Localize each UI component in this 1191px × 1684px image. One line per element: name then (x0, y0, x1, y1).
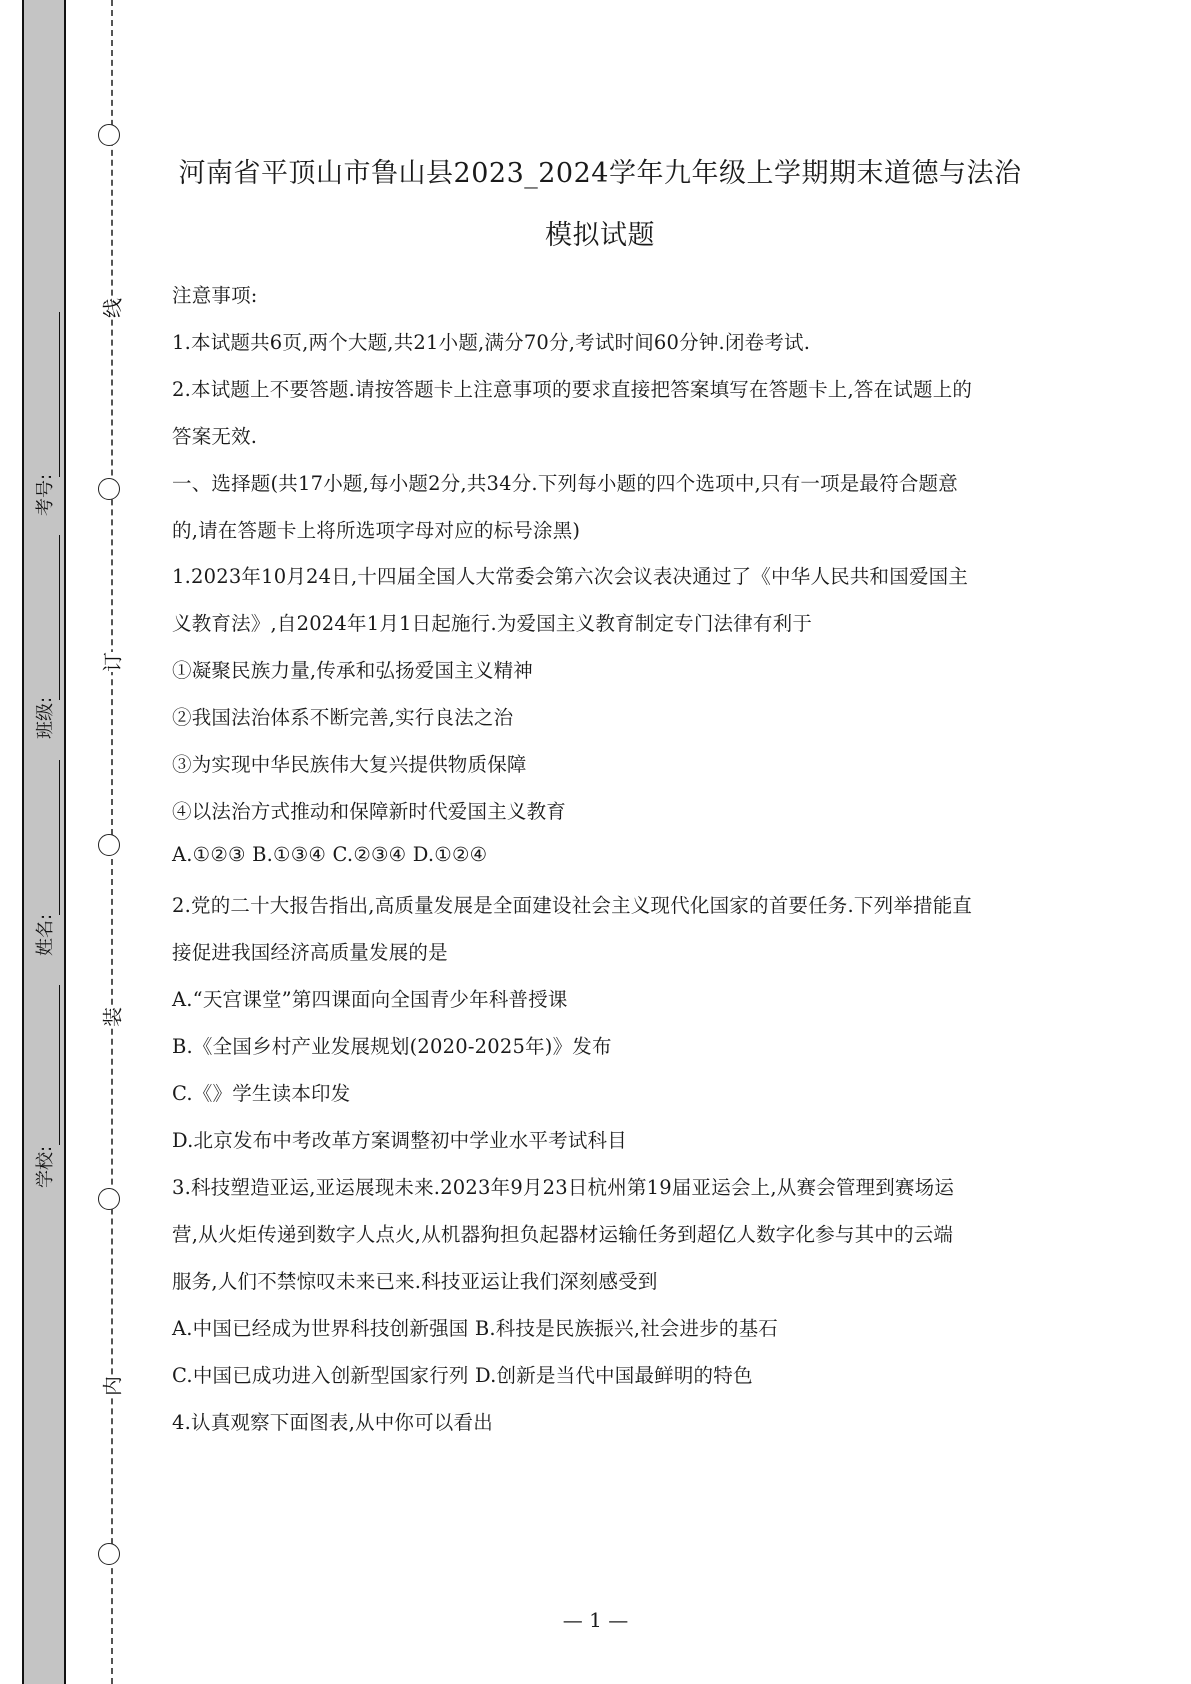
name-field-line[interactable] (59, 760, 60, 915)
question-1-options: A.①②③ B.①③④ C.②③④ D.①②④ (172, 843, 488, 866)
binding-hole-circle (98, 1188, 120, 1210)
exam-title-line1: 河南省平顶山市鲁山县2023_2024学年九年级上学期期末道德与法治 (178, 158, 1022, 189)
question-2-stem: 2.党的二十大报告指出,高质量发展是全面建设社会主义现代化国家的首要任务.下列举措能直 (172, 894, 973, 917)
question-2-stem-cont: 接促进我国经济高质量发展的是 (172, 941, 448, 964)
binding-hole-circle (98, 478, 120, 500)
question-3-stem-cont: 营,从火炬传递到数字人点火,从机器狗担负起器材运输任务到超亿人数字化参与其中的云端 (172, 1223, 954, 1246)
notice-item-1: 1.本试题共6页,两个大题,共21小题,满分70分,考试时间60分钟.闭卷考试. (172, 331, 811, 354)
page-number: — 1 — (562, 1608, 629, 1632)
question-1-statement-1: ①凝聚民族力量,传承和弘扬爱国主义精神 (172, 659, 533, 682)
question-1-stem: 1.2023年10月24日,十四届全国人大常委会第六次会议表决通过了《中华人民共和国爱国主 (172, 565, 969, 588)
binding-hole-circle (98, 1543, 120, 1565)
exam-number-field-label: 考号: (35, 473, 56, 517)
binding-hole-circle (98, 834, 120, 856)
notice-item-2-cont: 答案无效. (172, 425, 258, 448)
question-1-statement-3: ③为实现中华民族伟大复兴提供物质保障 (172, 753, 527, 776)
notice-heading: 注意事项: (172, 284, 258, 307)
school-field-line[interactable] (59, 985, 60, 1145)
question-1-statement-4: ④以法治方式推动和保障新时代爱国主义教育 (172, 800, 567, 823)
class-field-line[interactable] (59, 535, 60, 700)
binding-char-ding: 订 (93, 652, 130, 672)
binding-char-nei: 内 (93, 1376, 130, 1396)
question-3-options-cd: C.中国已成功进入创新型国家行列 D.创新是当代中国最鲜明的特色 (172, 1364, 753, 1387)
question-3-stem: 3.科技塑造亚运,亚运展现未来.2023年9月23日杭州第19届亚运会上,从赛会管理到赛场运 (172, 1176, 955, 1199)
school-field-label: 学校: (35, 1145, 56, 1189)
exam-title-line2: 模拟试题 (545, 220, 655, 251)
exam-number-field-line[interactable] (59, 312, 60, 477)
question-1-statement-2: ②我国法治体系不断完善,实行良法之治 (172, 706, 514, 729)
question-3-options-ab: A.中国已经成为世界科技创新强国 B.科技是民族振兴,社会进步的基石 (172, 1317, 779, 1340)
binding-char-zhuang: 装 (93, 1007, 130, 1027)
question-2-option-d: D.北京发布中考改革方案调整初中学业水平考试科目 (172, 1129, 627, 1152)
question-2-option-b: B.《全国乡村产业发展规划(2020-2025年)》发布 (172, 1035, 612, 1058)
question-3-stem-cont-2: 服务,人们不禁惊叹未来已来.科技亚运让我们深刻感受到 (172, 1270, 658, 1293)
question-2-option-a: A.“天宫课堂”第四课面向全国青少年科普授课 (172, 988, 568, 1011)
section-heading: 一、选择题(共17小题,每小题2分,共34分.下列每小题的四个选项中,只有一项是最符合题意 (172, 472, 958, 495)
question-4-stem: 4.认真观察下面图表,从中你可以看出 (172, 1411, 493, 1434)
question-1-stem-cont: 义教育法》,自2024年1月1日起施行.为爱国主义教育制定专门法律有利于 (172, 612, 813, 635)
notice-item-2: 2.本试题上不要答题.请按答题卡上注意事项的要求直接把答案填写在答题卡上,答在试题上的 (172, 378, 973, 401)
class-field-label: 班级: (35, 696, 56, 740)
binding-char-xian: 线 (93, 298, 130, 318)
section-heading-cont: 的,请在答题卡上将所选项字母对应的标号涂黑) (172, 519, 581, 542)
question-2-option-c: C.《》学生读本印发 (172, 1082, 351, 1105)
binding-hole-circle (98, 124, 120, 146)
name-field-label: 姓名: (35, 913, 56, 957)
